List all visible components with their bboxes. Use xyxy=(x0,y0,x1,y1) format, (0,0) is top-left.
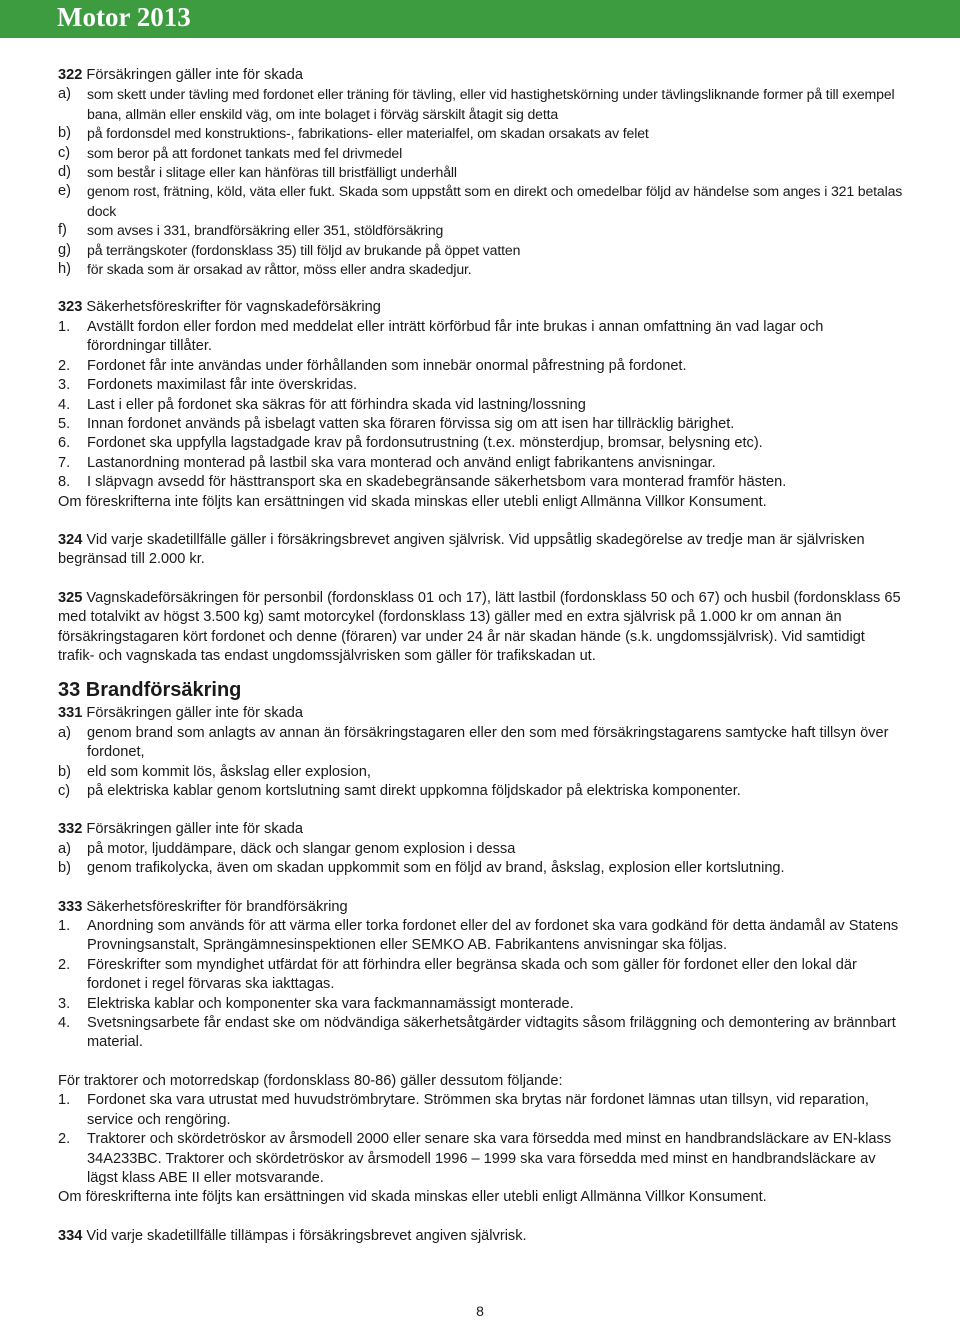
list-marker: c) xyxy=(58,144,71,161)
section-number: 322 xyxy=(58,67,83,83)
list-item-text: för skada som är orsakad av råttor, möss eller andra skadedjur. xyxy=(87,261,472,278)
list-marker: 2. xyxy=(58,956,71,973)
list-item-text: genom rost, frätning, köld, väta eller fukt. Skada som uppstått som en direkt och omedelbar följd av händelse som anges i 321 betalas dock xyxy=(87,183,903,219)
section-322 xyxy=(58,66,903,279)
section-number: 331 xyxy=(58,705,83,722)
list-item-text: eld som kommit lös, åskslag eller explosion, xyxy=(87,763,371,780)
list-item-text: Fordonet ska vara utrustat med huvudströmbrytare. Strömmen ska brytas när fordonet lämnas utan tillsyn, vid reparation, service och rengöring. xyxy=(87,1092,869,1128)
list-item xyxy=(58,724,903,763)
list-item xyxy=(58,1014,903,1053)
list-marker: c) xyxy=(58,783,71,799)
section-333 xyxy=(58,898,903,1208)
list-marker: 1. xyxy=(58,1092,71,1109)
section-325 xyxy=(58,589,903,667)
list xyxy=(58,840,903,879)
list-marker: a) xyxy=(58,840,71,857)
list-marker: f) xyxy=(58,222,67,239)
list-item xyxy=(58,124,903,143)
section-number: 334 xyxy=(58,1227,83,1244)
list-item-text: på terrängskoter (fordonsklass 35) till följd av brukande på öppet vatten xyxy=(87,241,521,258)
list-item-text: som skett under tävling med fordonet eller träning för tävling, eller vid hastighetskörning under tävlingsliknande former på till exempel bana, allmän eller enskild väg, om inte bolaget i förväg särskilt åtagit sig detta xyxy=(87,86,895,122)
list-item-text: Traktorer och skördetröskor av årsmodell 2000 eller senare ska vara försedda med minst en handbrandsläckare av EN-klass 34A233BC. Traktorer och skördetröskor av årsmodell 1996 – 1999 ska vara försedda med minst en handbrandsläckare av lägst klass ABE II eller motsvarande. xyxy=(87,1131,892,1186)
section-footer-note: Om föreskrifterna inte följts kan ersättningen vid skada minskas eller utebli enligt Allmänna Villkor Konsument. xyxy=(58,1189,767,1206)
list-marker: a) xyxy=(58,724,71,741)
list-item xyxy=(58,396,903,415)
list-item-text: på fordonsdel med konstruktions-, fabrikations- eller materialfel, om skadan orsakats av felet xyxy=(87,125,649,142)
list-item xyxy=(58,357,903,376)
list-marker: d) xyxy=(58,164,71,181)
list-item xyxy=(58,163,903,182)
section-heading xyxy=(58,298,903,317)
list-item-text: Anordning som används för att värma eller torka fordonet eller del av fordonet ska vara godkänd för detta ändamål av Statens Provningsanstalt, Sprängämnesinspektionen eller SEMKO AB. Fabrikantens anvisningar ska följas. xyxy=(87,918,899,954)
section-title: Försäkringen gäller inte för skada xyxy=(86,821,304,838)
section-title: Försäkringen gäller inte för skada xyxy=(86,67,304,83)
list-item xyxy=(58,415,903,434)
list-item xyxy=(58,434,903,453)
section-intro-note: För traktorer och motorredskap (fordonsklass 80-86) gäller dessutom följande: xyxy=(58,1072,563,1089)
list-item xyxy=(58,956,903,995)
section-number: 323 xyxy=(58,299,83,316)
section-text: Vid varje skadetillfälle gäller i försäkringsbrevet angiven självrisk. Vid uppsåtlig skadegörelse av tredje man är självrisken begränsad till 2.000 kr. xyxy=(58,531,865,568)
list-item-text: I släpvagn avsedd för hästtransport ska en skadebegränsande säkerhetsbom vara monterad framför hästen. xyxy=(87,474,787,491)
section-number: 324 xyxy=(58,531,83,548)
list-item-text: Lastanordning monterad på lastbil ska vara monterad och använd enligt fabrikantens anvisningar. xyxy=(87,454,716,471)
list-marker: 4. xyxy=(58,396,71,413)
list-marker: 1. xyxy=(58,918,71,935)
list-item xyxy=(58,763,903,782)
list-item xyxy=(58,85,903,124)
list-marker: 5. xyxy=(58,415,71,432)
list-marker: 2. xyxy=(58,1131,71,1148)
page-header-bar xyxy=(0,0,960,38)
list xyxy=(58,85,903,279)
section-number: 325 xyxy=(58,589,83,606)
list-marker: g) xyxy=(58,241,71,258)
list-item xyxy=(58,318,903,357)
list-item xyxy=(58,840,903,859)
list-item xyxy=(58,1130,903,1188)
list-item xyxy=(58,260,903,279)
list-item xyxy=(58,995,903,1014)
list-marker: a) xyxy=(58,86,71,103)
list-marker: b) xyxy=(58,763,71,780)
section-number: 333 xyxy=(58,898,83,915)
list xyxy=(58,917,903,1053)
list-item-text: Fordonet ska uppfylla lagstadgade krav på fordonsutrustning (t.ex. mönsterdjup, bromsar, belysning etc). xyxy=(87,435,763,452)
section-text: Vagnskadeförsäkringen för personbil (fordonsklass 01 och 17), lätt lastbil (fordonsklass 50 och 67) och husbil (fordonsklass 65 med totalvikt av högst 3.500 kg) samt motorcykel (fordonsklass 13) gäller med en extra självrisk på 1.000 kr om annan än försäkringstagaren kört fordonet och denne (föraren) var under 24 år när skadan hände (s.k. ungdomssjälvrisk). Vid samtidigt trafik- och vagnskada tas endast ungdomssjälvrisken som gäller för trafikskadan ut. xyxy=(58,589,901,664)
list-marker: e) xyxy=(58,183,71,200)
list-item xyxy=(58,782,903,801)
list-item-text: på motor, ljuddämpare, däck och slangar genom explosion i dessa xyxy=(87,840,516,857)
list xyxy=(58,1091,903,1188)
section-324 xyxy=(58,531,903,570)
list-item-text: som avses i 331, brandförsäkring eller 351, stöldförsäkring xyxy=(87,222,444,239)
list-marker: 2. xyxy=(58,357,71,374)
list-marker: 6. xyxy=(58,435,71,452)
list-item-text: på elektriska kablar genom kortslutning samt direkt uppkomna följdskador på elektriska komponenter. xyxy=(87,783,741,799)
list-item-text: Innan fordonet används på isbelagt vatten ska föraren förvissa sig om att isen har tillräcklig bärighet. xyxy=(87,415,735,432)
list-item xyxy=(58,376,903,395)
list-item-text: Avställt fordon eller fordon med meddelat eller inträtt körförbud får inte brukas i annan omfattning än vad lagar och förordningar tillåter. xyxy=(87,318,824,355)
list-marker: b) xyxy=(58,860,71,877)
list-marker: 3. xyxy=(58,377,71,394)
list-item-text: Last i eller på fordonet ska säkras för att förhindra skada vid lastning/lossning xyxy=(87,396,586,413)
list-item xyxy=(58,241,903,260)
section-heading xyxy=(58,898,903,917)
section-heading xyxy=(58,820,903,839)
section-334 xyxy=(58,1227,903,1246)
list-item xyxy=(58,859,903,878)
section-323 xyxy=(58,298,903,511)
list-item xyxy=(58,221,903,240)
list-item xyxy=(58,182,903,221)
list-item xyxy=(58,144,903,163)
list-item xyxy=(58,454,903,473)
document-body xyxy=(58,66,903,1246)
section-footer-note: Om föreskrifterna inte följts kan ersättningen vid skada minskas eller utebli enligt Allmänna Villkor Konsument. xyxy=(58,493,767,510)
section-number: 332 xyxy=(58,821,83,838)
list-marker: 1. xyxy=(58,318,71,335)
section-332 xyxy=(58,820,903,878)
list-item-text: genom brand som anlagts av annan än försäkringstagaren eller den som med försäkringstagarens samtycke haft tillsyn över fordonet, xyxy=(87,724,889,761)
document-title: Motor 2013 xyxy=(57,2,191,32)
list-item xyxy=(58,1091,903,1130)
list-marker: 3. xyxy=(58,995,71,1012)
page-number: 8 xyxy=(476,1303,484,1319)
list-item-text: som består i slitage eller kan hänföras till bristfälligt underhåll xyxy=(87,164,457,181)
section-heading xyxy=(58,66,903,85)
list xyxy=(58,318,903,493)
list-item-text: Elektriska kablar och komponenter ska vara fackmannamässigt monterade. xyxy=(87,995,574,1012)
list-marker: 7. xyxy=(58,454,71,471)
section-title: Försäkringen gäller inte för skada xyxy=(86,705,304,722)
list-marker: h) xyxy=(58,261,71,278)
section-heading xyxy=(58,704,903,723)
list-item-text: Fordonet får inte användas under förhållanden som innebär onormal påfrestning på fordonet. xyxy=(87,357,687,374)
list xyxy=(58,724,903,802)
chapter-heading-brandforsakring: 33 Brandförsäkring xyxy=(58,679,242,702)
list-marker: b) xyxy=(58,125,71,142)
list-item-text: genom trafikolycka, även om skadan uppkommit som en följd av brand, åskslag, explosion eller kortslutning. xyxy=(87,860,785,877)
list-item xyxy=(58,917,903,956)
list-marker: 4. xyxy=(58,1015,71,1032)
section-331 xyxy=(58,704,903,801)
list-item xyxy=(58,473,903,492)
section-text: Vid varje skadetillfälle tillämpas i försäkringsbrevet angiven självrisk. xyxy=(86,1227,527,1244)
section-title: Säkerhetsföreskrifter för vagnskadeförsäkring xyxy=(86,299,381,316)
section-title: Säkerhetsföreskrifter för brandförsäkring xyxy=(86,898,348,915)
list-item-text: Fordonets maximilast får inte överskridas. xyxy=(87,377,358,394)
list-item-text: Föreskrifter som myndighet utfärdat för att förhindra eller begränsa skada och som gäller för fordonet eller den lokal där fordonet i regel förvaras ska iakttagas. xyxy=(87,956,857,993)
list-marker: 8. xyxy=(58,474,71,491)
list-item-text: Svetsningsarbete får endast ske om nödvändiga säkerhetsåtgärder vidtagits såsom friläggning och demontering av brännbart material. xyxy=(87,1015,896,1051)
list-item-text: som beror på att fordonet tankats med fel drivmedel xyxy=(87,144,403,161)
